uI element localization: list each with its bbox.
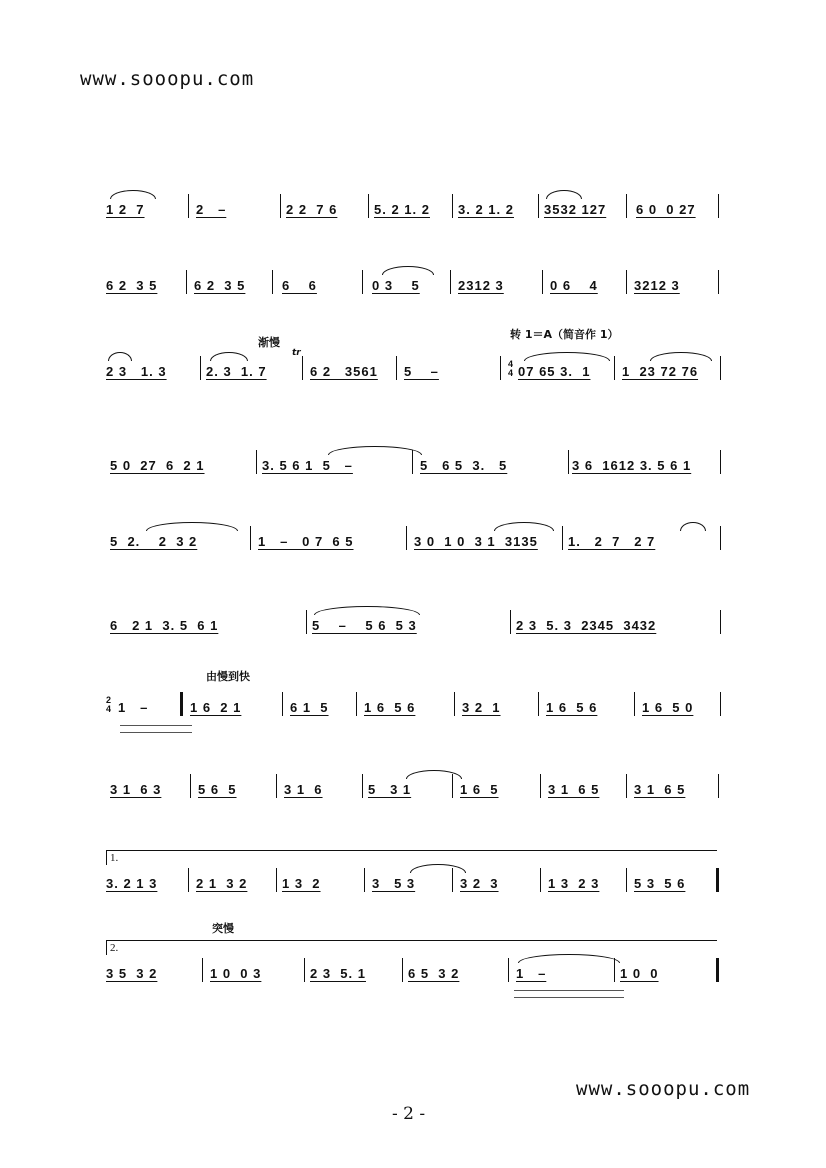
score-line-6 [106,616,724,640]
measure: 2 1 3 2 [196,876,248,891]
measure: 6 5 3 2 [408,966,460,981]
score-line-8 [106,780,724,804]
measure: 5 6 5 [198,782,237,797]
measure: 3 5 3 2 [106,966,158,981]
measure: 5 0 27 6 2 1 [110,458,205,473]
score-line-3: 2 3 1. 3 2. 3 1. 7 6 2 3561 5 – 4 4 07 65 3. 1 1 23 72 76 [106,362,724,386]
watermark-top: www.sooopu.com [80,68,255,90]
measure: 6 1 5 [290,700,329,715]
measure: 6 2 3 5 [106,278,158,293]
measure: 2 3 1. 3 [106,364,167,379]
volta-label: 1. [110,852,119,864]
volta-second [106,940,717,955]
measure: 1 – 0 7 6 5 [258,534,354,549]
measure: 1 0 0 3 [210,966,262,981]
measure: 2 3 5. 3 2345 3432 [516,618,657,633]
measure: 3532 127 [544,202,607,217]
page-number: - 2 - [392,1104,426,1124]
measure: 3212 3 [634,278,680,293]
tempo-marking: 突慢 [212,922,234,935]
measure: 1 – [516,966,547,981]
score-line-9 [106,874,724,898]
measure: 3 6 1612 3. 5 6 1 [572,458,692,473]
volta-first [106,850,717,865]
measure: 1 6 5 0 [642,700,694,715]
dynamic-marking [120,725,192,733]
measure: 1 23 72 76 [622,364,699,379]
score-line-4 [106,456,724,480]
measure: 3 2 3 [460,876,499,891]
measure: 0 3 5 [372,278,420,293]
score-line-5 [106,532,724,556]
measure: 6 2 1 3. 5 6 1 [110,618,219,633]
measure: 2 3 5. 1 [310,966,366,981]
tempo-marking: 由慢到快 [206,670,250,683]
trill-marking: tr [292,348,301,358]
dynamic-marking [514,990,624,998]
measure: 3 1 6 5 [634,782,686,797]
measure: 6 0 0 27 [636,202,696,217]
measure: 2 2 7 6 [286,202,338,217]
measure: 5 – [404,364,439,379]
measure: 3. 5 6 1 5 – [262,458,353,473]
measure: 1 3 2 3 [548,876,600,891]
measure: 1 3 2 [282,876,321,891]
measure: 5 3 1 [368,782,412,797]
measure: 5 6 5 3. 5 [420,458,508,473]
measure: 5 2. 2 3 2 [110,534,198,549]
measure: 3 1 6 [284,782,323,797]
score-line-10 [106,964,724,988]
score-line-2 [106,276,724,300]
measure: 1 0 0 [620,966,659,981]
measure: 3 0 1 0 3 1 3135 [414,534,538,549]
measure: 3 1 6 3 [110,782,162,797]
measure: 6 2 3 5 [194,278,246,293]
measure: 2. 3 1. 7 [206,364,267,379]
measure: 3. 2 1 3 [106,876,158,891]
measure: 6 2 3561 [310,364,378,379]
measure: 3 5 3 [372,876,416,891]
measure: 1 – [118,700,149,715]
measure: 0 6 4 [550,278,598,293]
watermark-bottom: www.sooopu.com [576,1078,751,1100]
measure: 5. 2 1. 2 [374,202,430,217]
measure: 1 6 5 6 [364,700,416,715]
score-line-7: 2 4 1 – 1 6 2 1 6 1 5 1 6 5 6 3 2 1 1 6 5 6 1 6 5 0 [106,698,724,722]
tempo-marking: 渐慢 [258,336,280,349]
measure: 1. 2 7 2 7 [568,534,656,549]
score-line-1 [106,200,724,224]
measure: 1 6 5 6 [546,700,598,715]
measure: 1 6 2 1 [190,700,242,715]
modulation-marking: 转 1＝A（简音作 1） [510,328,619,341]
measure: 07 65 3. 1 [518,364,591,379]
measure: 3 2 1 [462,700,501,715]
measure: 5 3 5 6 [634,876,686,891]
measure: 3. 2 1. 2 [458,202,514,217]
measure: 2 – [196,202,227,217]
measure: 1 2 7 [106,202,145,217]
measure: 5 – 5 6 5 3 [312,618,417,633]
measure: 2312 3 [458,278,504,293]
measure: 6 6 [282,278,317,293]
volta-label: 2. [110,942,119,954]
measure: 3 1 6 5 [548,782,600,797]
measure: 1 6 5 [460,782,499,797]
